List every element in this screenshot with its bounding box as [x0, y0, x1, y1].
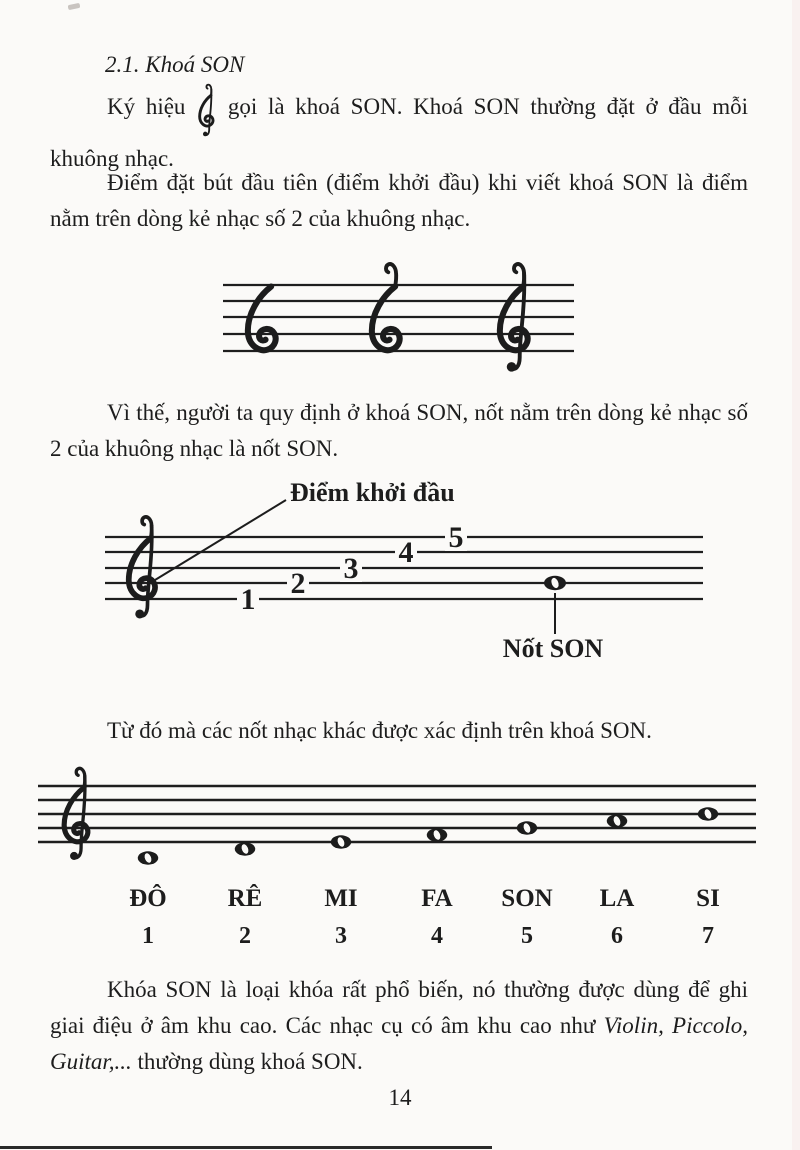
scale-notes — [138, 807, 718, 864]
note-son-label: Nốt SON — [502, 634, 604, 663]
whole-note-son — [517, 821, 537, 834]
treble-clef-icon — [196, 83, 217, 141]
text-segment: gọi là khoá SON. Khoá SON thường đặt ở đầu mỗi — [227, 94, 749, 119]
note-name: ĐÔ — [129, 885, 167, 912]
page-edge-shadow — [792, 0, 800, 1150]
text-segment: Ký hiệu — [107, 94, 186, 119]
note-name: SON — [501, 885, 553, 912]
text-line: nằm trên dòng kẻ nhạc số 2 của khuông nhạc. — [50, 206, 471, 231]
text-line: khuông nhạc. — [50, 146, 174, 171]
line-number: 2 — [290, 567, 306, 600]
text-line: Khóa SON là loại khóa rất phổ biến, nó thường được dùng để ghi — [107, 977, 748, 1002]
note-number: 6 — [611, 923, 623, 949]
note-number-labels — [142, 923, 714, 949]
note-name: MI — [324, 885, 358, 912]
note-name: LA — [599, 885, 635, 912]
page-number: 14 — [388, 1085, 412, 1110]
whole-note-mi — [331, 835, 351, 848]
scale-staff-figure — [25, 750, 780, 960]
scan-artifact — [68, 3, 81, 10]
note-number: 5 — [521, 923, 533, 949]
text-line — [50, 1008, 748, 1044]
clef-drawing-stages-figure — [180, 245, 600, 395]
note-number: 1 — [142, 923, 154, 949]
clef-stage-2-icon — [372, 264, 400, 350]
text-line: 2 của khuông nhạc là nốt SON. — [50, 436, 339, 461]
paragraph-1 — [50, 83, 748, 177]
clef-stage-1-icon — [248, 287, 276, 351]
text-segment: giai điệu ở âm khu cao. Các nhạc cụ có âm khu cao như — [50, 1013, 596, 1038]
note-name-labels — [129, 883, 720, 912]
text-line: Từ đó mà các nốt nhạc khác được xác định trên khoá SON. — [107, 718, 652, 743]
whole-note-la — [607, 814, 627, 827]
line-number: 3 — [343, 552, 359, 585]
paragraph-3 — [50, 395, 748, 467]
instrument-names: Violin, Piccolo, — [603, 1013, 749, 1038]
line-number: 5 — [448, 521, 464, 554]
instrument-names: Guitar,... — [50, 1049, 132, 1074]
paragraph-5 — [50, 972, 748, 1080]
text-line — [50, 83, 748, 141]
line-number: 1 — [240, 583, 256, 616]
line-number: 4 — [398, 536, 414, 569]
numbered-staff-figure — [80, 470, 780, 680]
note-number: 4 — [431, 923, 443, 949]
section-heading: 2.1. Khoá SON — [105, 52, 245, 77]
scan-bottom-line — [0, 1146, 492, 1149]
whole-note-si — [698, 807, 718, 820]
whole-note-icon — [544, 576, 566, 590]
paragraph-2 — [50, 165, 748, 237]
paragraph-4 — [50, 713, 748, 749]
note-number: 3 — [335, 923, 347, 949]
text-segment: thường dùng khoá SON. — [137, 1049, 363, 1074]
text-line — [50, 1044, 748, 1080]
whole-note-fa — [427, 828, 447, 841]
note-number: 7 — [702, 923, 714, 949]
whole-note-do — [138, 851, 158, 864]
note-name: FA — [421, 885, 453, 912]
whole-note-re — [235, 842, 255, 855]
staff-lines — [38, 786, 756, 842]
note-number: 2 — [239, 923, 251, 949]
text-line: Điểm đặt bút đầu tiên (điểm khởi đầu) khi viết khoá SON là điểm — [107, 170, 748, 195]
note-name: SI — [696, 885, 720, 912]
start-point-label: Điểm khởi đầu — [290, 478, 455, 507]
text-line: Vì thế, người ta quy định ở khoá SON, nốt nằm trên dòng kẻ nhạc số — [107, 400, 748, 425]
note-name: RÊ — [227, 885, 263, 912]
